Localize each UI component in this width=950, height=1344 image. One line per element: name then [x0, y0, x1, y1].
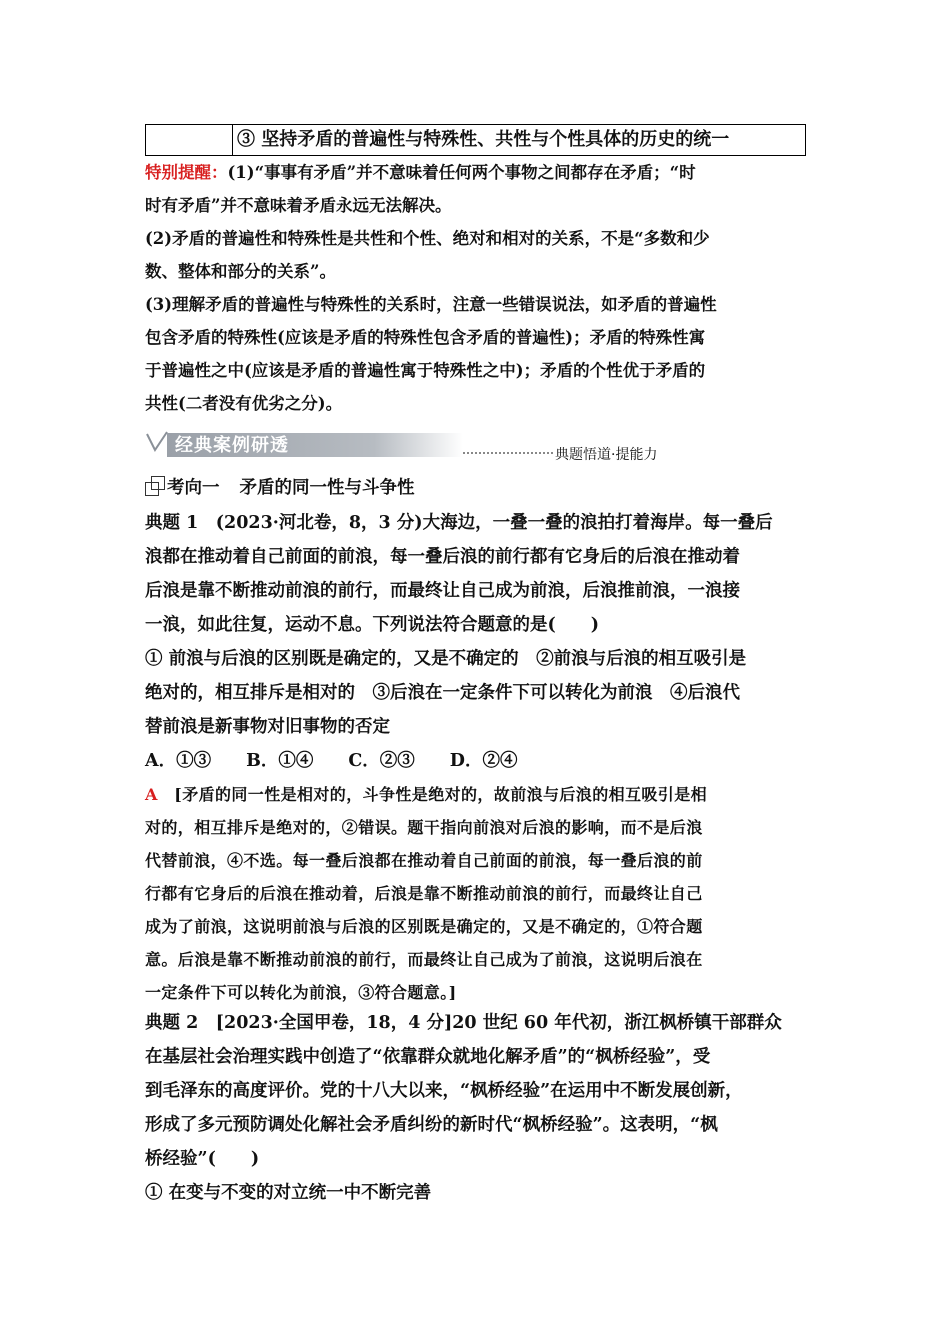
reminder-line: 时有矛盾”并不意味着矛盾永远无法解决。	[145, 196, 452, 215]
banner-subtitle: 典题悟道·提能力	[555, 447, 658, 463]
question-1	[145, 506, 810, 1009]
table-cell-content: ③ 坚持矛盾的普遍性与特殊性、共性与个性具体的历史的统一	[237, 129, 730, 150]
question-2	[145, 1006, 810, 1210]
question-line: ① 前浪与后浪的区别既是确定的，又是不确定的 ②前浪与后浪的相互吸引是	[145, 649, 747, 669]
section-banner	[145, 430, 658, 464]
answer-options: A．①③ B．①④ C．②③ D．②④	[145, 751, 518, 771]
question-line: 到毛泽东的高度评价。党的十八大以来，“枫桥经验”在运用中不断发展创新，	[145, 1081, 743, 1101]
answer-line: 一定条件下可以转化为前浪，③符合题意。]	[145, 983, 457, 1002]
banner-dotted-line	[463, 452, 553, 454]
question-line: 桥经验”( )	[145, 1149, 260, 1169]
question-line: 浪都在推动着自己前面的前浪，每一叠后浪的前行都有它身后的后浪在推动着	[145, 547, 740, 567]
question-line: 在基层社会治理实践中创造了“依靠群众就地化解矛盾”的“枫桥经验”，受	[145, 1047, 711, 1067]
question-line: 绝对的，相互排斥是相对的 ③后浪在一定条件下可以转化为前浪 ④后浪代	[145, 683, 740, 703]
question-line: 替前浪是新事物对旧事物的否定	[145, 717, 390, 737]
answer-line: 意。后浪是靠不断推动前浪的前行，而最终让自己成为了前浪，这说明后浪在	[145, 950, 703, 969]
question-line: 后浪是靠不断推动前浪的前行，而最终让自己成为前浪，后浪推前浪，一浪接	[145, 581, 740, 601]
banner-title: 经典案例研透	[175, 435, 289, 456]
reminder-line: 共性(二者没有优劣之分)。	[145, 394, 343, 413]
reminder-line: (1)“事事有矛盾”并不意味着任何两个事物之间都存在矛盾；“时	[227, 163, 696, 182]
direction-title: 矛盾的同一性与斗争性	[239, 478, 415, 498]
table-row	[145, 124, 806, 156]
reminder-label: 特别提醒：	[145, 163, 228, 182]
special-reminder	[145, 156, 810, 420]
answer-line: 代替前浪，④不选。每一叠后浪都在推动着自己前面的前浪，每一叠后浪的前	[145, 851, 703, 870]
stacked-squares-icon	[145, 476, 165, 496]
question-line: 形成了多元预防调处化解社会矛盾纠纷的新时代“枫桥经验”。这表明，“枫	[145, 1115, 718, 1135]
direction-label: 考向一	[167, 478, 220, 498]
direction-heading	[145, 474, 415, 500]
answer-letter: A	[145, 785, 158, 804]
answer-line: 行都有它身后的后浪在推动着，后浪是靠不断推动前浪的前行，而最终让自己	[145, 884, 703, 903]
answer-line: 对的，相互排斥是绝对的，②错误。题干指向前浪对后浪的影响，而不是后浪	[145, 818, 703, 837]
question-line: 典题 2 [2023·全国甲卷，18，4 分]20 世纪 60 年代初，浙江枫桥镇干部群众	[145, 1013, 782, 1033]
reminder-line: 包含矛盾的特殊性(应该是矛盾的特殊性包含矛盾的普遍性)；矛盾的特殊性寓	[145, 328, 706, 347]
answer-line: 成为了前浪，这说明前浪与后浪的区别既是确定的，又是不确定的，①符合题	[145, 917, 703, 936]
table-cell-empty	[146, 125, 233, 155]
reminder-line: (2)矛盾的普遍性和特殊性是共性和个性、绝对和相对的关系，不是“多数和少	[145, 229, 710, 248]
reminder-line: 于普遍性之中(应该是矛盾的普遍性寓于特殊性之中)；矛盾的个性优于矛盾的	[145, 361, 706, 380]
reminder-line: 数、整体和部分的关系”。	[145, 262, 336, 281]
reminder-line: (3)理解矛盾的普遍性与特殊性的关系时，注意一些错误说法，如矛盾的普遍性	[145, 295, 717, 314]
question-line: 一浪，如此往复，运动不息。下列说法符合题意的是( )	[145, 615, 600, 635]
question-line: ① 在变与不变的对立统一中不断完善	[145, 1183, 432, 1203]
question-line: 典题 1 (2023·河北卷，8，3 分)大海边，一叠一叠的浪拍打着海岸。每一叠后	[145, 513, 773, 533]
chevron-mark-icon	[145, 430, 169, 454]
answer-line: [矛盾的同一性是相对的，斗争性是绝对的，故前浪与后浪的相互吸引是相	[174, 785, 708, 804]
